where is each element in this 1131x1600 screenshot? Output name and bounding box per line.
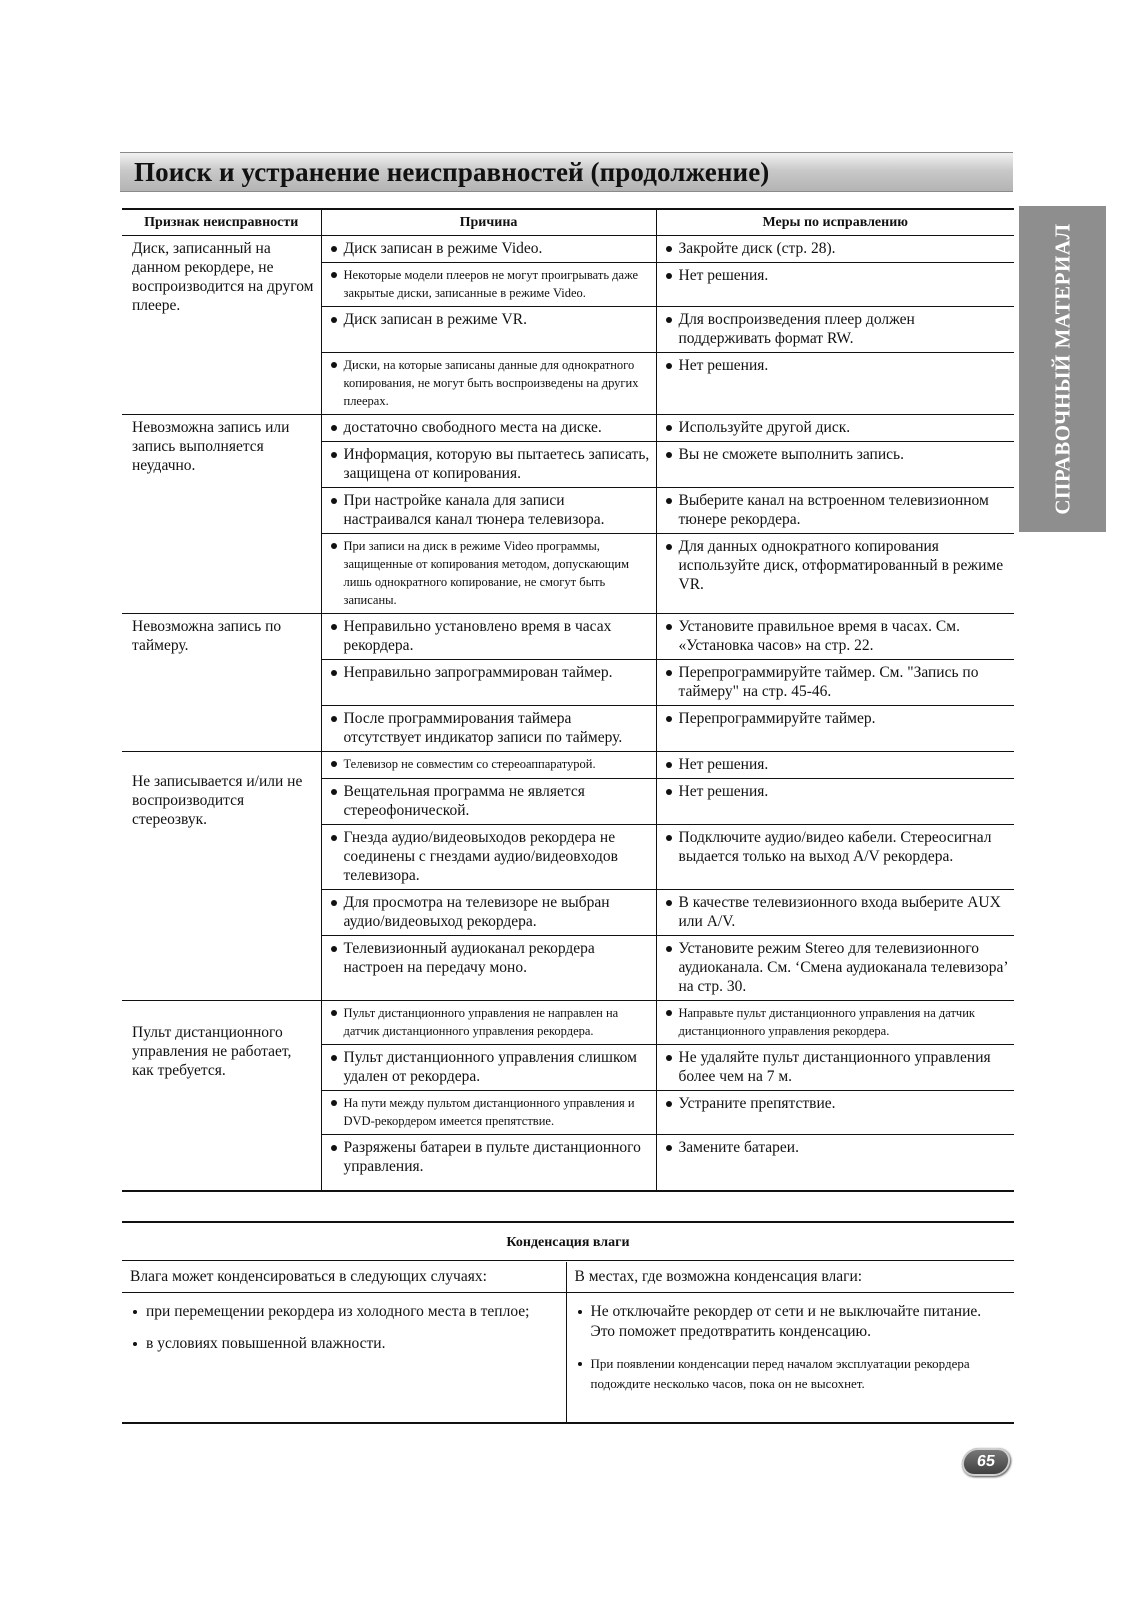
remedy-cell [656, 752, 1014, 779]
cause-text: Диск записан в режиме Video. [324, 239, 652, 258]
cause-text: достаточно свободного места на диске. [324, 418, 652, 437]
condensation-left-header: Влага может конденсироваться в следующих случаях: [122, 1262, 566, 1293]
table-row [122, 236, 1014, 263]
cause-cell [321, 660, 656, 706]
section-tab [1019, 206, 1106, 532]
table-header-row [122, 209, 1014, 236]
cause-cell [321, 752, 656, 779]
list-item: в условиях повышенной влажности. [130, 1334, 558, 1354]
cause-cell [321, 1045, 656, 1091]
cause-cell [321, 614, 656, 660]
remedy-text: Для воспроизведения плеер должен поддерживать формат RW. [659, 310, 1011, 348]
remedy-text: Для данных однократного копирования используйте диск, отформатированный в режиме VR. [659, 537, 1011, 594]
remedy-cell [656, 1045, 1014, 1091]
cause-cell [321, 1135, 656, 1192]
condensation-table [122, 1262, 1014, 1424]
cause-text: Телевизор не совместим со стереоаппаратурой. [324, 755, 652, 773]
cause-cell [321, 936, 656, 1001]
header-cause: Причина [321, 209, 656, 236]
remedy-cell [656, 706, 1014, 752]
list-item: При появлении конденсации перед началом эксплуатации рекордера подождите несколько часов, пока он не высохнет. [575, 1354, 1007, 1394]
cause-text: При записи на диск в режиме Video программы, защищенные от копирования методом, допускающим лишь однократного копирование, не смогут быть записаны. [324, 537, 652, 609]
remedy-cell [656, 442, 1014, 488]
cause-text: Пульт дистанционного управления не направлен на датчик дистанционного управления рекордера. [324, 1004, 652, 1040]
remedy-cell [656, 660, 1014, 706]
header-symptom: Признак неисправности [122, 209, 321, 236]
cause-text: Неправильно запрограммирован таймер. [324, 663, 652, 682]
symptom-cell: Диск, записанный на данном рекордере, не воспроизводится на другом плеере. [122, 236, 321, 415]
cause-text: Для просмотра на телевизоре не выбран аудио/видеовыход рекордера. [324, 893, 652, 931]
remedy-text: Перепрограммируйте таймер. См. "Запись по таймеру" на стр. 45-46. [659, 663, 1011, 701]
remedy-cell [656, 236, 1014, 263]
remedy-text: Нет решения. [659, 356, 1011, 375]
remedy-text: Нет решения. [659, 782, 1011, 801]
symptom-cell: Пульт дистанционного управления не работает, как требуется. [122, 1001, 321, 1192]
section-tab-label: СПРАВОЧНЫЙ МАТЕРИАЛ [1050, 223, 1074, 515]
remedy-text: Перепрограммируйте таймер. [659, 709, 1011, 728]
cause-cell [321, 779, 656, 825]
symptom-cell: Невозможна запись по таймеру. [122, 614, 321, 752]
remedy-cell [656, 353, 1014, 415]
remedy-cell [656, 534, 1014, 614]
cause-cell [321, 442, 656, 488]
cause-cell [321, 534, 656, 614]
cause-text: После программирования таймера отсутствует индикатор записи по таймеру. [324, 709, 652, 747]
remedy-text: Установите режим Stereo для телевизионного аудиоканала. См. ‘Смена аудиоканала телевизора’ на стр. 30. [659, 939, 1011, 996]
cause-text: Пульт дистанционного управления слишком удален от рекордера. [324, 1048, 652, 1086]
cause-cell [321, 236, 656, 263]
title-bar [120, 152, 1013, 192]
cause-cell [321, 1091, 656, 1135]
remedy-text: Не удаляйте пульт дистанционного управления более чем на 7 м. [659, 1048, 1011, 1086]
remedy-cell [656, 1135, 1014, 1192]
remedy-text: Замените батареи. [659, 1138, 1011, 1157]
cause-cell [321, 706, 656, 752]
remedy-text: Вы не сможете выполнить запись. [659, 445, 1011, 464]
cause-cell [321, 488, 656, 534]
remedy-cell [656, 779, 1014, 825]
cause-text: Разряжены батареи в пульте дистанционного управления. [324, 1138, 652, 1176]
cause-text: Некоторые модели плееров не могут проигрывать даже закрытые диски, записанные в режиме Video. [324, 266, 652, 302]
cause-cell [321, 263, 656, 307]
remedy-cell [656, 1091, 1014, 1135]
cause-text: Вещательная программа не является стереофонической. [324, 782, 652, 820]
remedy-cell [656, 488, 1014, 534]
list-item: Не отключайте рекордер от сети и не выключайте питание. Это поможет предотвратить конденсацию. [575, 1302, 1007, 1342]
header-remedy: Меры по исправлению [656, 209, 1014, 236]
remedy-cell [656, 614, 1014, 660]
cause-text: Гнезда аудио/видеовыходов рекордера не соединены с гнездами аудио/видеовходов телевизора. [324, 828, 652, 885]
remedy-text: Нет решения. [659, 266, 1011, 285]
table-row [122, 1001, 1014, 1045]
cause-text: На пути между пультом дистанционного управления и DVD-рекордером имеется препятствие. [324, 1094, 652, 1130]
condensation-right-list [566, 1293, 1014, 1424]
condensation-right-header: В местах, где возможна конденсация влаги: [566, 1262, 1014, 1293]
cause-cell [321, 353, 656, 415]
remedy-cell [656, 890, 1014, 936]
remedy-cell [656, 263, 1014, 307]
cause-text: Информация, которую вы пытаетесь записать, защищена от копирования. [324, 445, 652, 483]
cause-text: Диски, на которые записаны данные для однократного копирования, не могут быть воспроизведены на других плеерах. [324, 356, 652, 410]
cause-cell [321, 307, 656, 353]
table-row [122, 752, 1014, 779]
page-number-badge [960, 1448, 1012, 1476]
cause-cell [321, 415, 656, 442]
cause-cell [321, 825, 656, 890]
cause-cell [321, 890, 656, 936]
symptom-cell: Не записывается и/или не воспроизводится стереозвук. [122, 752, 321, 1001]
remedy-text: Закройте диск (стр. 28). [659, 239, 1011, 258]
list-item: при перемещении рекордера из холодного места в теплое; [130, 1302, 558, 1322]
condensation-header-row [122, 1262, 1014, 1293]
remedy-text: Установите правильное время в часах. См. «Установка часов» на стр. 22. [659, 617, 1011, 655]
remedy-text: В качестве телевизионного входа выберите AUX или A/V. [659, 893, 1011, 931]
troubleshooting-table [122, 208, 1014, 1192]
table-row [122, 614, 1014, 660]
remedy-text: Выберите канал на встроенном телевизионном тюнере рекордера. [659, 491, 1011, 529]
remedy-text: Используйте другой диск. [659, 418, 1011, 437]
remedy-cell [656, 307, 1014, 353]
remedy-cell [656, 936, 1014, 1001]
cause-text: Телевизионный аудиоканал рекордера настроен на передачу моно. [324, 939, 652, 977]
condensation-title: Конденсация влаги [122, 1221, 1014, 1261]
remedy-cell [656, 1001, 1014, 1045]
condensation-body-row [122, 1293, 1014, 1424]
remedy-cell [656, 825, 1014, 890]
cause-text: Неправильно установлено время в часах рекордера. [324, 617, 652, 655]
cause-text: Диск записан в режиме VR. [324, 310, 652, 329]
remedy-text: Направьте пульт дистанционного управления на датчик дистанционного управления рекордера. [659, 1004, 1011, 1040]
cause-text: При настройке канала для записи настраивался канал тюнера телевизора. [324, 491, 652, 529]
condensation-left-list [122, 1293, 566, 1424]
remedy-cell [656, 415, 1014, 442]
cause-cell [321, 1001, 656, 1045]
page-title: Поиск и устранение неисправностей (продолжение) [134, 157, 770, 187]
symptom-cell: Невозможна запись или запись выполняется неудачно. [122, 415, 321, 614]
remedy-text: Нет решения. [659, 755, 1011, 774]
remedy-text: Устраните препятствие. [659, 1094, 1011, 1113]
remedy-text: Подключите аудио/видео кабели. Стереосигнал выдается только на выход A/V рекордера. [659, 828, 1011, 866]
page-number: 65 [975, 1453, 997, 1470]
table-row [122, 415, 1014, 442]
